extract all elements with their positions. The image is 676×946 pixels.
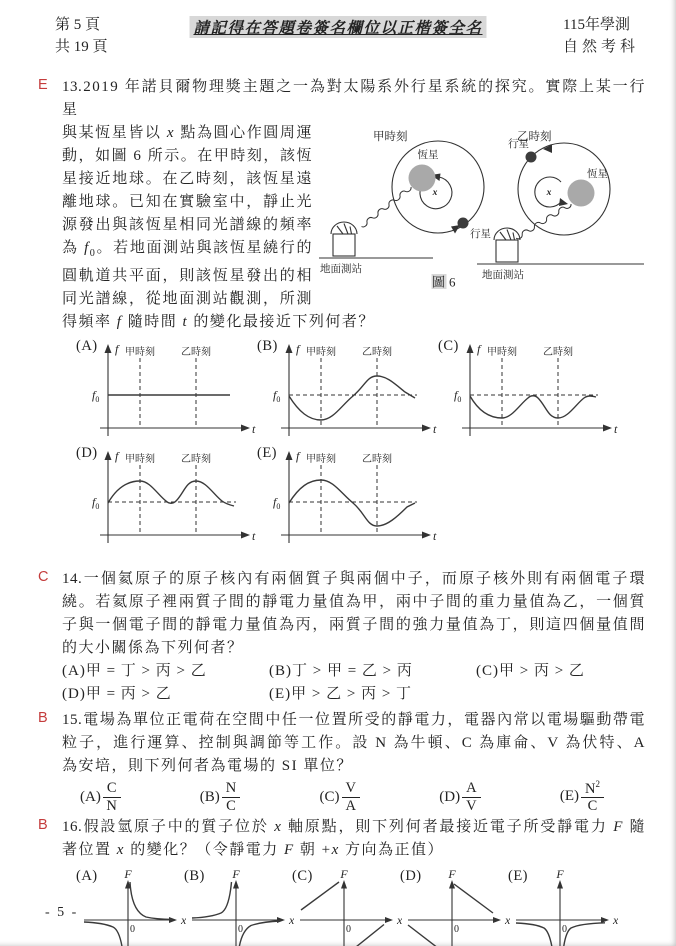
- q13-option-graphs: [76, 338, 638, 552]
- exam-year: 115年學測: [563, 17, 630, 33]
- planet-dot-right: [526, 152, 537, 163]
- f0-label: f0: [92, 495, 100, 511]
- option-label: (D): [76, 445, 98, 461]
- header-exam-info: [563, 14, 639, 58]
- frequency-curve-dip-then-peak: [289, 376, 415, 420]
- station-label-left: 地面測站: [320, 264, 362, 275]
- figure-caption: 圖 6: [432, 274, 456, 290]
- question-16: [38, 816, 646, 946]
- q13-first-line: [62, 76, 646, 122]
- option-graph-a: [76, 868, 184, 946]
- time2-label: 乙時刻: [543, 347, 573, 358]
- t-axis-label: t: [614, 422, 618, 436]
- time2-label: 乙時刻: [362, 454, 392, 465]
- option-graph-d: [400, 868, 508, 946]
- t-axis-label: t: [252, 529, 256, 543]
- x-axis-label: x: [613, 913, 618, 927]
- option-c: (C)甲 > 丙 > 乙: [476, 663, 585, 679]
- q13-number: 13.: [62, 79, 83, 95]
- questions-area: [38, 76, 646, 946]
- light-wave-right: [516, 204, 571, 239]
- option-label: (E): [508, 868, 529, 884]
- center-x-label-right: x: [546, 188, 552, 198]
- option-label: (E): [257, 445, 278, 461]
- station-label-right: 地面測站: [482, 270, 524, 281]
- f-axis-label: f: [115, 449, 119, 463]
- option-graph-e: [257, 445, 438, 552]
- f-axis-label: f: [296, 449, 300, 463]
- graph-b-svg: [269, 340, 439, 444]
- q13-body: [62, 122, 646, 334]
- option-d: (D)甲 = 丙 > 乙: [62, 686, 172, 702]
- q16-option-graphs: [76, 868, 646, 946]
- graph-e-svg: [269, 447, 439, 551]
- q16-number: 16.: [62, 819, 83, 835]
- planet-label-right: 行星: [508, 139, 529, 150]
- option-graph-e: [508, 868, 616, 946]
- option-e: (E)甲 > 乙 > 丙 > 丁: [269, 686, 413, 702]
- time1-label: 甲時刻: [125, 347, 155, 358]
- time1-label: 甲時刻: [306, 347, 336, 358]
- curve-negative-branch: [84, 922, 124, 946]
- curve-right-negative: [563, 923, 606, 946]
- option-a: (A) $\frac{C}{N}$: [80, 781, 121, 814]
- option-label: (C): [292, 868, 313, 884]
- option-a: (A)甲 = 丁 > 丙 > 乙: [62, 663, 207, 679]
- time1-label: 甲時刻: [306, 454, 336, 465]
- origin-label: 0: [454, 924, 459, 935]
- star-circle-left: [409, 165, 436, 192]
- star-circle-right: [568, 180, 595, 207]
- q13-text-line1: 2019 年諾貝爾物理獎主題之一為對太陽系外行星系統的探究。實際上某一行星: [62, 79, 646, 118]
- time2-label: 乙時刻: [181, 454, 211, 465]
- q15-text-body: 電場為單位正電荷在空間中任一位置所受的靜電力，電器內常以電場驅動帶電粒子，進行運算、控制與調節等工作。設 N 為牛頓、C 為庫侖、V 為伏特、A 為安培，則下列何者為電場的 SI 單位？: [62, 712, 646, 774]
- f0-label: f0: [273, 495, 281, 511]
- curve-positive-branch: [130, 882, 172, 919]
- option-graph-a: [76, 338, 257, 445]
- option-label: (A): [76, 868, 98, 884]
- q14-options-row2: [62, 683, 646, 706]
- x-axis-label: x: [289, 913, 294, 927]
- answer-letter-q13: E: [38, 77, 48, 93]
- option-label: (D): [400, 868, 422, 884]
- x-axis-label: x: [505, 913, 510, 927]
- origin-label: 0: [346, 924, 351, 935]
- option-e: (E) $\frac{N^2}{C}$: [560, 780, 604, 814]
- option-graph-c: [292, 868, 400, 946]
- question-14: [38, 568, 646, 706]
- figure-6: [319, 124, 646, 298]
- frequency-curve-peak-then-dip: [289, 480, 415, 526]
- F-axis-label: F: [556, 868, 564, 881]
- moment1-label: 甲時刻: [373, 131, 408, 143]
- time1-label: 甲時刻: [125, 454, 155, 465]
- q15-options-row: [80, 778, 604, 816]
- option-graph-c: [438, 338, 619, 445]
- answer-letter-q16: B: [38, 817, 48, 833]
- line-left-segment: [408, 925, 447, 946]
- curve-positive-branch: [192, 882, 232, 918]
- graph-d-svg: [88, 447, 258, 551]
- option-c: (C) $\frac{V}{A}$: [320, 781, 360, 814]
- graph-c-svg: [450, 340, 620, 444]
- time2-label: 乙時刻: [362, 347, 392, 358]
- F-axis-label: F: [448, 868, 456, 881]
- header-page-info: [55, 14, 108, 58]
- option-label: (C): [438, 338, 459, 354]
- line-right-segment: [454, 884, 493, 913]
- x-axis-label: x: [397, 913, 402, 927]
- question-15: [38, 709, 646, 816]
- t-axis-label: t: [433, 529, 437, 543]
- planet-label-left: 行星: [470, 229, 491, 240]
- curve-left-negative: [516, 923, 554, 946]
- q16-text: [62, 816, 646, 862]
- option-label: (B): [184, 868, 205, 884]
- F-axis-label: F: [232, 868, 240, 881]
- q15-number: 15.: [62, 712, 83, 728]
- question-13: [38, 76, 646, 552]
- observatory-icon-left: [331, 222, 357, 256]
- f0-label: f0: [92, 388, 100, 404]
- moment2-label: 乙時刻: [517, 131, 552, 143]
- time2-label: 乙時刻: [181, 347, 211, 358]
- origin-label: 0: [238, 924, 243, 935]
- star-orbit-arrow-right: [559, 198, 568, 206]
- curve-negative-branch: [238, 921, 280, 946]
- option-graph-d: [76, 445, 257, 552]
- planet-dot-left: [458, 218, 469, 229]
- q13-text-wrapped: 與某恆星皆以 x 點為圓心作圓周運動，如圖 6 所示。在甲時刻，該恆星接近地球。在乙時刻，該恆星遠離地球。已知在實驗室中，靜止光源發出與該恆星相同光譜線的頻率為 $f_0$。若地面測站與該恆星繞行的圓軌道共平面，則該恆星發出的相同光譜線，從地面測站觀測，所測得頻率 f 隨時間 t 的變化最接近下列何者？: [62, 125, 375, 330]
- option-label: (A): [76, 338, 98, 354]
- q14-text: [62, 568, 646, 660]
- answer-letter-q14: C: [38, 569, 49, 585]
- option-graph-b: [184, 868, 292, 946]
- page-number-line: 第 5 頁: [55, 17, 101, 33]
- x-axis-label: x: [181, 913, 186, 927]
- q14-number: 14.: [62, 571, 83, 587]
- time1-label: 甲時刻: [487, 347, 517, 358]
- t-axis-label: t: [252, 422, 256, 436]
- F-axis-label: F: [124, 868, 132, 881]
- q15-text: [62, 709, 646, 778]
- graph-a-svg: [88, 340, 258, 444]
- frequency-curve-two-dips: [470, 396, 596, 418]
- option-graph-b: [257, 338, 438, 445]
- observatory-icon-right: [494, 228, 520, 262]
- light-wave-left: [362, 187, 412, 227]
- option-b: (B) $\frac{N}{C}$: [200, 781, 240, 814]
- line-left-segment: [301, 882, 339, 910]
- figure-6-svg: [319, 124, 646, 298]
- page-footer: - 5 -: [45, 905, 79, 920]
- origin-label: 0: [130, 924, 135, 935]
- center-x-label-left: x: [432, 188, 438, 198]
- star-label-left: 恆星: [417, 150, 439, 161]
- f-axis-label: f: [115, 342, 119, 356]
- q14-options-row1: [62, 660, 646, 683]
- exam-subject: 自然考科: [563, 39, 640, 55]
- f0-label: f0: [273, 388, 281, 404]
- t-axis-label: t: [433, 422, 437, 436]
- answer-letter-q15: B: [38, 710, 48, 726]
- f-axis-label: f: [296, 342, 300, 356]
- option-b: (B)丁 > 甲 = 乙 > 丙: [269, 663, 413, 679]
- option-d: (D) $\frac{A}{V}$: [439, 781, 480, 814]
- q14-text-body: 一個氦原子的原子核內有兩個質子與兩個中子，而原子核外則有兩個電子環繞。若氦原子裡兩質子間的靜電力量值為甲，兩中子間的重力量值為乙，一個質子與一個電子間的靜電力量值為丙，兩質子間的強力量值為丁，則這四個量值間的大小關係為下列何者？: [62, 571, 646, 656]
- f0-label: f0: [454, 388, 462, 404]
- page-total-line: 共 19 頁: [55, 39, 108, 55]
- option-label: (B): [257, 338, 278, 354]
- q16-text-body: 假設氫原子中的質子位於 x 軸原點，則下列何者最接近電子所受靜電力 F 隨著位置 x 的變化？（令靜電力 F 朝 +x 方向為正值）: [62, 819, 646, 858]
- origin-label: 0: [562, 924, 567, 935]
- star-label-right: 恆星: [587, 169, 608, 180]
- header-signature-notice: 請記得在答題卷簽名欄位以正楷簽全名: [189, 16, 486, 38]
- F-axis-label: F: [340, 868, 348, 881]
- line-right-segment: [346, 925, 384, 946]
- f-axis-label: f: [477, 342, 481, 356]
